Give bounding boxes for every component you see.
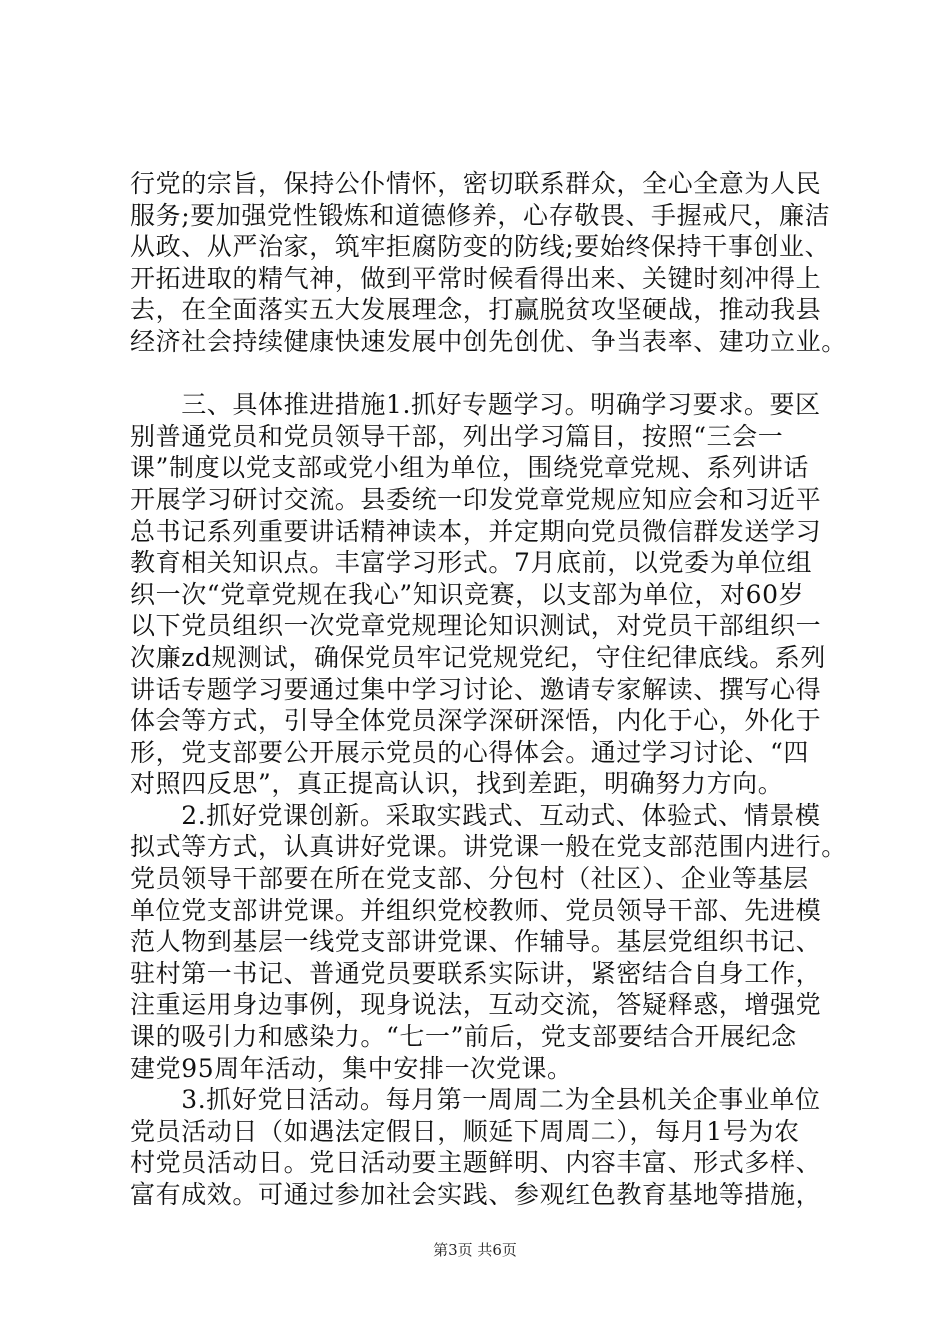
text-line: 以下党员组织一次党章党规理论知识测试，对党员干部组织一	[130, 611, 822, 641]
paragraph-spacer	[130, 358, 830, 390]
text-line: 2.抓好党课创新。采取实践式、互动式、体验式、情景模	[130, 800, 821, 830]
text-line: 从政、从严治家，筑牢拒腐防变的防线;要始终保持干事创业、	[130, 232, 831, 262]
text-line: 次廉zd规测试，确保党员牢记党规党纪，守住纪律底线。系列	[130, 642, 826, 672]
text-line: 村党员活动日。党日活动要主题鲜明、内容丰富、形式多样、	[130, 1148, 822, 1178]
text-line: 驻村第一书记、普通党员要联系实际讲，紧密结合自身工作，	[130, 958, 822, 988]
text-line: 3.抓好党日活动。每月第一周周二为全县机关企事业单位	[130, 1085, 821, 1115]
text-line: 服务;要加强党性锻炼和道德修养，心存敬畏、手握戒尺，廉洁	[130, 200, 831, 230]
text-line: 织一次“党章党规在我心”知识竞赛，以支部为单位，对60岁	[130, 579, 805, 609]
paragraph	[130, 168, 847, 358]
document-body	[130, 168, 847, 1211]
text-line: 形，党支部要公开展示党员的心得体会。通过学习讨论、“四	[130, 737, 809, 767]
text-line: 讲话专题学习要通过集中学习讨论、邀请专家解读、撰写心得	[130, 674, 822, 704]
text-line: 行党的宗旨，保持公仆情怀，密切联系群众，全心全意为人民	[130, 169, 822, 198]
text-line: 注重运用身边事例，现身说法，互动交流，答疑释惑，增强党	[130, 990, 822, 1020]
text-line: 拟式等方式，认真讲好党课。讲党课一般在党支部范围内进行。	[130, 832, 847, 862]
text-line: 课的吸引力和感染力。“七一”前后，党支部要结合开展纪念	[130, 1022, 797, 1052]
page-number-footer: 第3页 共6页	[433, 1241, 517, 1259]
text-line: 体会等方式，引导全体党员深学深研深悟，内化于心，外化于	[130, 706, 822, 736]
text-line: 范人物到基层一线党支部讲党课、作辅导。基层党组织书记、	[130, 927, 822, 957]
text-line: 经济社会持续健康快速发展中创先创优、争当表率、建功立业。	[130, 326, 847, 356]
text-line: 开展学习研讨交流。县委统一印发党章党规应知应会和习近平	[130, 484, 822, 514]
text-line: 建党95周年活动，集中安排一次党课。	[130, 1053, 573, 1083]
text-line: 对照四反思”，真正提高认识，找到差距，明确努力方向。	[130, 769, 784, 799]
text-line: 党员领导干部要在所在党支部、分包村（社区）、企业等基层	[130, 864, 809, 894]
paragraph	[130, 1084, 830, 1210]
text-line: 别普通党员和党员领导干部，列出学习篇目，按照“三会一	[130, 421, 784, 451]
text-line: 总书记系列重要讲话精神读本，并定期向党员微信群发送学习	[130, 516, 822, 546]
text-line: 去，在全面落实五大发展理念，打赢脱贫攻坚硬战，推动我县	[130, 295, 822, 325]
text-line: 单位党支部讲党课。并组织党校教师、党员领导干部、先进模	[130, 895, 822, 925]
paragraph	[130, 389, 830, 800]
text-line: 开拓进取的精气神，做到平常时候看得出来、关键时刻冲得上	[130, 263, 822, 293]
paragraph	[130, 800, 847, 1084]
text-line: 教育相关知识点。丰富学习形式。7月底前，以党委为单位组	[130, 548, 813, 578]
text-line: 三、具体推进措施1.抓好专题学习。明确学习要求。要区	[130, 390, 821, 420]
text-line: 党员活动日（如遇法定假日，顺延下周周二），每月1号为农	[130, 1116, 800, 1146]
text-line: 富有成效。可通过参加社会实践、参观红色教育基地等措施，	[130, 1180, 822, 1209]
text-line: 课”制度以党支部或党小组为单位，围绕党章党规、系列讲话	[130, 453, 809, 483]
